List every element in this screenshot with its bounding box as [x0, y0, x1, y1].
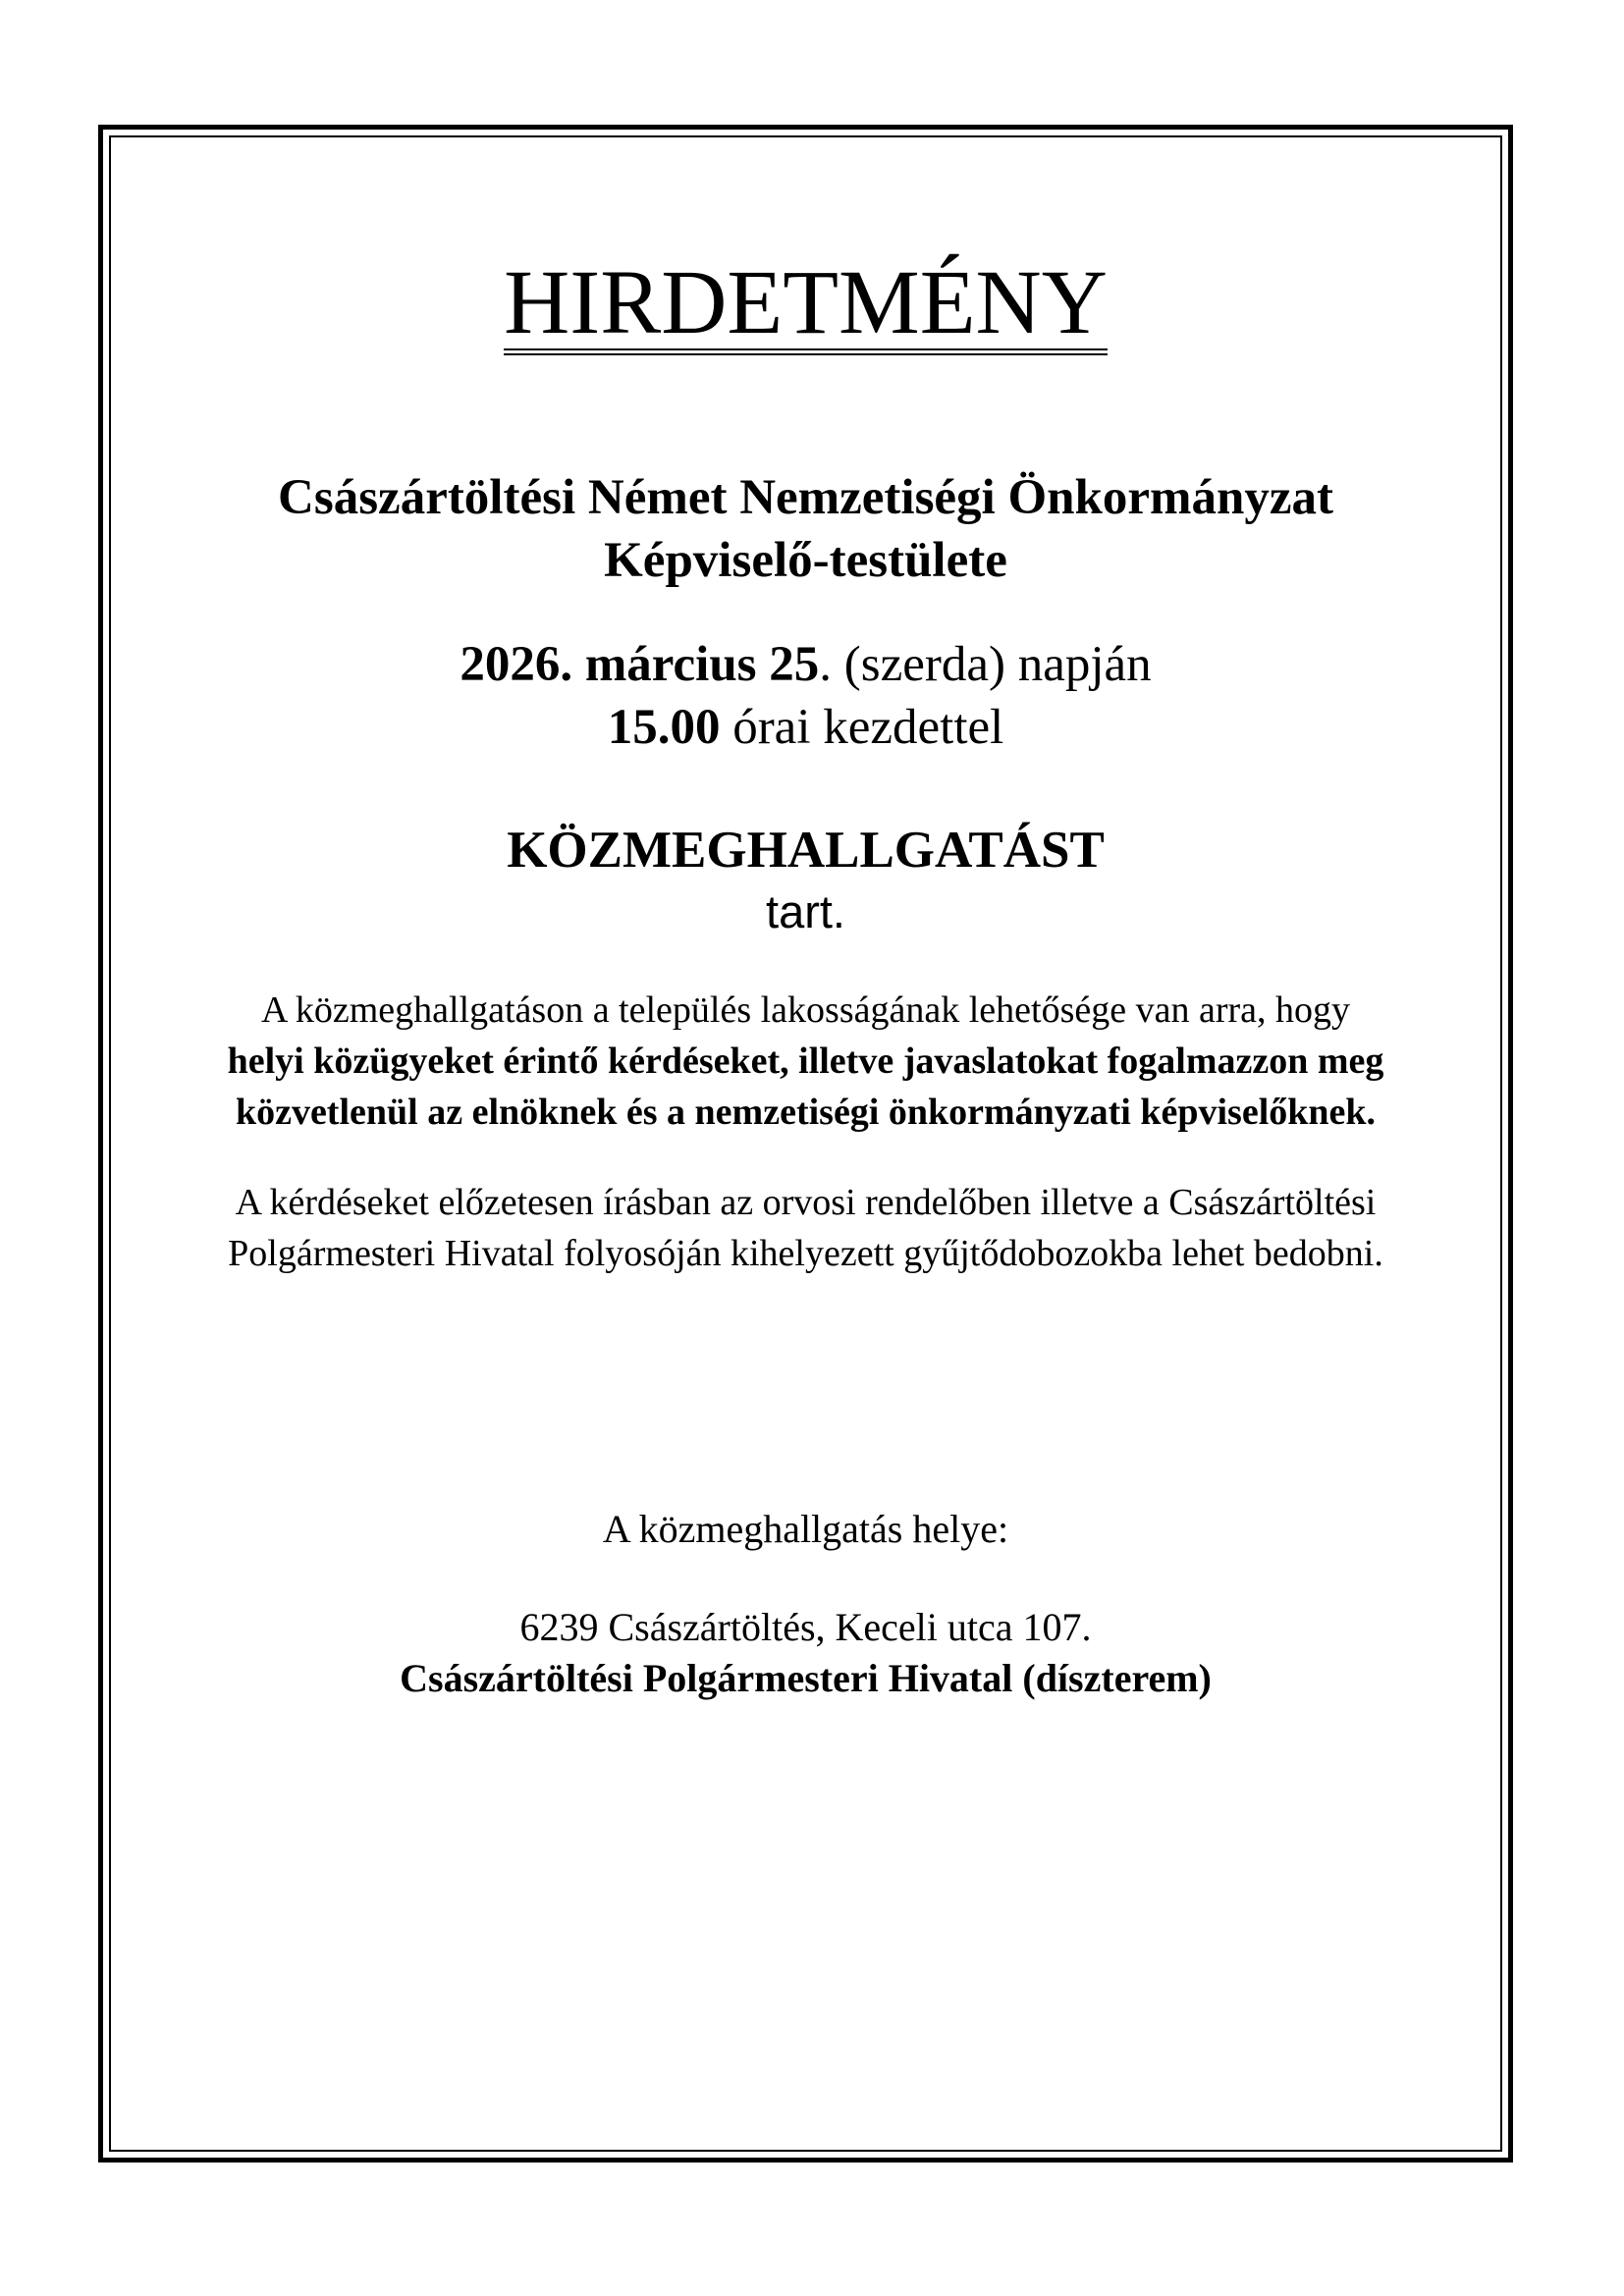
description-line-1: A közmeghallgatáson a település lakosságának lehetősége van arra, hogy	[261, 989, 1350, 1031]
meeting-time	[137, 696, 1474, 759]
meeting-datetime	[137, 633, 1474, 759]
organization-line-2: Képviselő-testülete	[604, 533, 1007, 588]
notice-title	[137, 135, 1474, 356]
meeting-time-bold: 15.00	[607, 700, 721, 755]
questions-paragraph	[137, 1177, 1474, 1279]
venue: Császártöltési Polgármesteri Hivatal (díszterem)	[400, 1656, 1212, 1700]
description-paragraph	[137, 985, 1474, 1138]
organization-name	[137, 466, 1474, 592]
meeting-date-bold: 2026. március 25	[460, 637, 820, 692]
description-line-2: helyi közügyeket érintő kérdéseket, illetve javaslatokat fogalmazzon meg	[227, 1041, 1384, 1082]
location-label: A közmeghallgatás helye:	[602, 1507, 1009, 1551]
meeting-date	[137, 633, 1474, 696]
address: 6239 Császártöltés, Keceli utca 107.	[519, 1605, 1092, 1649]
event-name: KÖZMEGHALLGATÁST	[507, 822, 1105, 879]
event-verb: tart.	[766, 885, 845, 937]
organization-line-1: Császártöltési Német Nemzetiségi Önkormányzat	[278, 470, 1333, 525]
notice-title-text: HIRDETMÉNY	[504, 252, 1108, 353]
notice-content	[137, 135, 1474, 1704]
description-line-3: közvetlenül az elnöknek és a nemzetiségi önkormányzati képviselőknek.	[235, 1092, 1377, 1133]
meeting-date-rest: . (szerda) napján	[819, 637, 1152, 692]
questions-line-1: A kérdéseket előzetesen írásban az orvosi rendelőben illetve a Császártöltési	[235, 1182, 1377, 1223]
meeting-time-rest: órai kezdettel	[720, 700, 1004, 755]
questions-line-2: Polgármesteri Hivatal folyosóján kihelyezett gyűjtődobozokba lehet bedobni.	[228, 1233, 1383, 1274]
